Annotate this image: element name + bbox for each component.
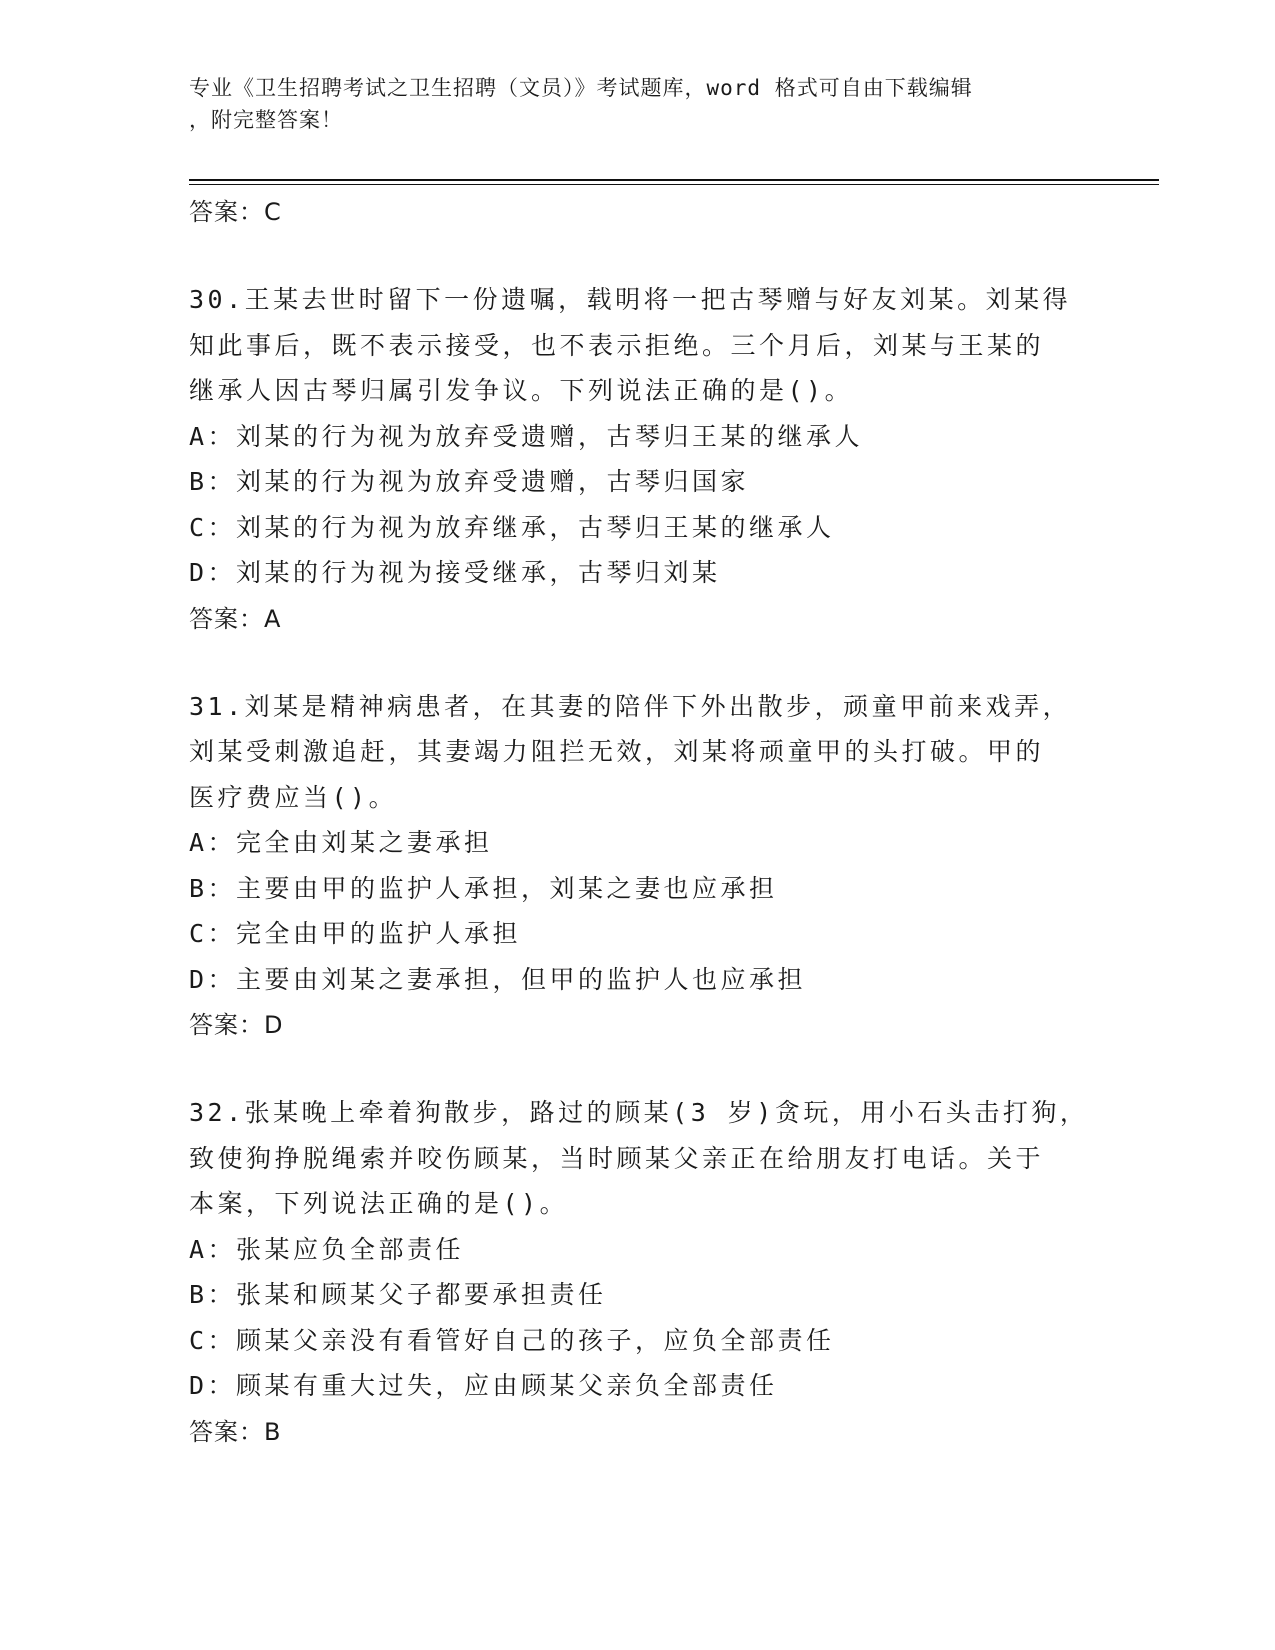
answer: 答案：B <box>189 1417 282 1446</box>
question-stem-line: 致使狗挣脱绳索并咬伤顾某，当时顾某父亲正在给朋友打电话。关于 <box>189 1143 1045 1173</box>
question-stem-line: 知此事后，既不表示接受，也不表示拒绝。三个月后，刘某与王某的 <box>189 330 1045 360</box>
option-b: B：刘某的行为视为放弃受遗赠，古琴归国家 <box>189 467 750 496</box>
previous-answer: 答案：C <box>189 198 282 226</box>
header-line-1: 专业《卫生招聘考试之卫生招聘（文员）》考试题库，word 格式可自由下载编辑 <box>189 76 973 100</box>
question-stem-line: 医疗费应当()。 <box>189 782 398 812</box>
option-d: D：刘某的行为视为接受继承，古琴归刘某 <box>189 558 721 587</box>
option-d: D：顾某有重大过失，应由顾某父亲负全部责任 <box>189 1371 778 1400</box>
header-line-2: ，附完整答案！ <box>189 108 343 132</box>
question-30 <box>189 277 1089 642</box>
option-c: C：顾某父亲没有看管好自己的孩子，应负全部责任 <box>189 1325 835 1355</box>
header-divider-thin <box>189 184 1159 185</box>
answer: 答案：A <box>189 604 282 633</box>
option-c: C：完全由甲的监护人承担 <box>189 919 522 948</box>
question-31 <box>189 684 1089 1049</box>
option-b: B：张某和顾某父子都要承担责任 <box>189 1280 607 1309</box>
option-c: C：刘某的行为视为放弃继承，古琴归王某的继承人 <box>189 512 835 542</box>
page-header <box>189 72 1089 136</box>
option-d: D：主要由刘某之妻承担，但甲的监护人也应承担 <box>189 964 807 994</box>
question-stem-line: 本案，下列说法正确的是()。 <box>189 1189 569 1218</box>
question-stem-line: 32.张某晚上牵着狗散步，路过的顾某(3 岁)贪玩，用小石头击打狗， <box>189 1098 1089 1127</box>
question-stem-line: 31.刘某是精神病患者，在其妻的陪伴下外出散步，顽童甲前来戏弄， <box>189 691 1072 721</box>
document-body <box>189 189 1089 1455</box>
question-stem-line: 刘某受刺激追赶，其妻竭力阻拦无效，刘某将顽童甲的头打破。甲的 <box>189 737 1045 766</box>
option-a: A：刘某的行为视为放弃受遗赠，古琴归王某的继承人 <box>189 421 864 451</box>
answer: 答案：D <box>189 1011 284 1039</box>
option-b: B：主要由甲的监护人承担，刘某之妻也应承担 <box>189 873 778 903</box>
question-stem-line: 30.王某去世时留下一份遗嘱，载明将一把古琴赠与好友刘某。刘某得 <box>189 285 1072 314</box>
question-32 <box>189 1090 1089 1455</box>
option-a: A：张某应负全部责任 <box>189 1234 465 1264</box>
option-a: A：完全由刘某之妻承担 <box>189 828 493 857</box>
header-divider-thick <box>189 179 1159 181</box>
question-stem-line: 继承人因古琴归属引发争议。下列说法正确的是()。 <box>189 376 854 405</box>
